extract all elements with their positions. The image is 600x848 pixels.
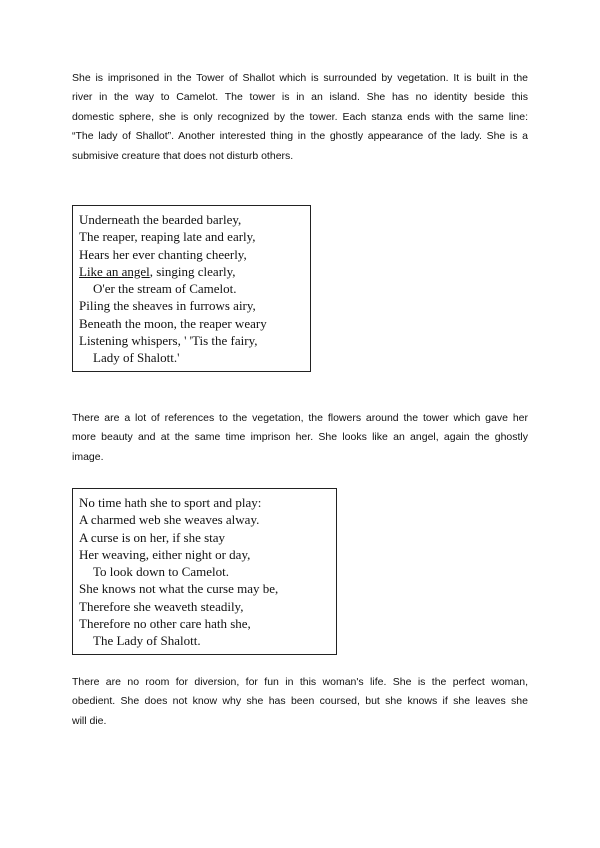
- text-line: There are no room for diversion, for fun in this woman's life. She is the perfect woman,: [72, 676, 528, 688]
- text-line: “The lady of Shallot”. Another interested thing in the ghostly appearance of the lady. She is a: [72, 130, 528, 143]
- text-line: river in the way to Camelot. The tower is in an island. She has no identity beside this: [72, 91, 528, 104]
- poem-line: Underneath the bearded barley,: [79, 212, 242, 227]
- paragraph-intro: [72, 69, 528, 166]
- poem-line: The reaper, reaping late and early,: [79, 229, 256, 245]
- text-line: obedient. She does not know why she has been coursed, but she knows if she leaves she: [72, 695, 528, 708]
- poem-line: No time hath she to sport and play:: [79, 495, 262, 510]
- poem-line: [79, 263, 305, 280]
- poem-stanza-2: [72, 488, 337, 655]
- poem-line: Beneath the moon, the reaper weary: [79, 315, 267, 331]
- poem-line: Therefore she weaveth steadily,: [79, 598, 244, 614]
- poem-line: Listening whispers, ' 'Tis the fairy,: [79, 333, 258, 349]
- text-line: will die.: [72, 714, 107, 727]
- text-line: submisive creature that does not disturb others.: [72, 149, 294, 162]
- poem-line: To look down to Camelot.: [93, 564, 229, 580]
- text-line: domestic sphere, she is only recognized by the tower. Each stanza ends with the same line:: [72, 110, 528, 123]
- text-line: image.: [72, 450, 104, 463]
- text-line: There are a lot of references to the vegetation, the flowers around the tower which gave her: [72, 412, 528, 424]
- poem-line: Lady of Shalott.': [93, 350, 180, 366]
- poem-line: The Lady of Shalott.: [93, 633, 201, 649]
- poem-line: Her weaving, either night or day,: [79, 546, 251, 562]
- text-line: more beauty and at the same time imprison her. She looks like an angel, again the ghostly: [72, 431, 528, 444]
- poem-line: A curse is on her, if she stay: [79, 529, 226, 545]
- poem-line: O'er the stream of Camelot.: [93, 281, 237, 297]
- paragraph-vegetation: [72, 409, 528, 467]
- poem-line: Therefore no other care hath she,: [79, 616, 251, 632]
- underlined-phrase: Like an angel: [79, 263, 150, 279]
- poem-line-rest: , singing clearly,: [149, 263, 236, 279]
- paragraph-conclusion: [72, 673, 528, 731]
- poem-line: A charmed web she weaves alway.: [79, 512, 260, 528]
- poem-stanza-1: [72, 205, 311, 372]
- poem-line: Piling the sheaves in furrows airy,: [79, 298, 256, 314]
- poem-line: Hears her ever chanting cheerly,: [79, 246, 247, 262]
- text-line: She is imprisoned in the Tower of Shallot which is surrounded by vegetation. It is built in the: [72, 72, 528, 84]
- poem-line: She knows not what the curse may be,: [79, 581, 279, 597]
